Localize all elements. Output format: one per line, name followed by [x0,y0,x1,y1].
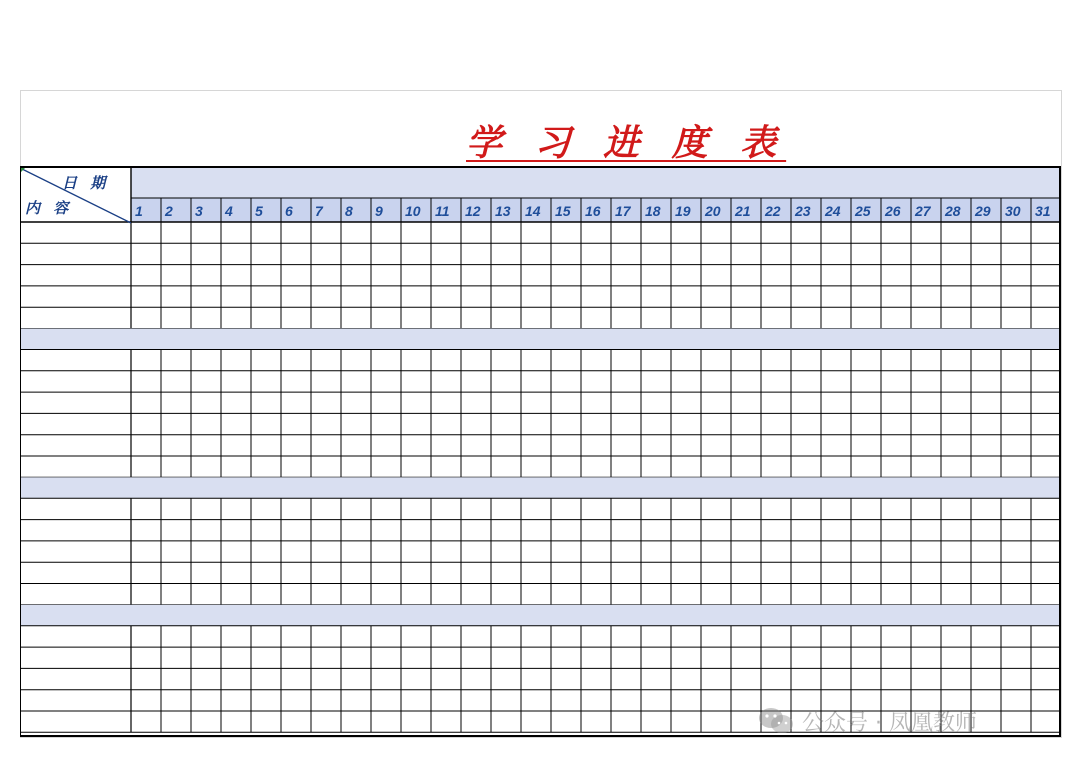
cell-corner-marker [20,167,26,173]
day-label-31: 31 [1035,203,1051,219]
day-label-5: 5 [255,203,263,219]
day-label-13: 13 [495,203,511,219]
day-label-27: 27 [915,203,931,219]
watermark [758,704,977,738]
day-label-16: 16 [585,203,601,219]
day-label-25: 25 [855,203,871,219]
page-title: 学 习 进 度 表 [466,122,787,164]
header-band [131,166,1061,198]
section-band [20,329,1061,350]
header-date-label: 日 期 [62,174,110,192]
day-label-26: 26 [885,203,901,219]
day-label-10: 10 [405,203,421,219]
day-label-30: 30 [1005,203,1021,219]
day-label-18: 18 [645,203,661,219]
wechat-icon [758,706,794,736]
day-label-3: 3 [195,203,203,219]
day-label-7: 7 [315,203,323,219]
day-label-6: 6 [285,203,293,219]
day-label-19: 19 [675,203,691,219]
day-label-14: 14 [525,203,541,219]
watermark-text: 公众号 · 凤凰教师 [802,710,977,736]
day-label-4: 4 [225,203,233,219]
day-label-9: 9 [375,203,383,219]
day-label-8: 8 [345,203,353,219]
day-label-15: 15 [555,203,571,219]
day-label-1: 1 [135,203,143,219]
day-label-29: 29 [975,203,991,219]
section-band [20,605,1061,626]
day-label-2: 2 [165,203,173,219]
header-content-label: 内 容 [25,199,73,217]
day-label-22: 22 [765,203,781,219]
day-label-11: 11 [435,203,450,219]
section-band [20,477,1061,498]
day-label-23: 23 [795,203,811,219]
day-label-17: 17 [615,203,631,219]
day-label-21: 21 [735,203,751,219]
day-label-24: 24 [825,203,841,219]
day-label-28: 28 [945,203,961,219]
day-label-12: 12 [465,203,481,219]
progress-table [20,166,1061,737]
day-label-20: 20 [705,203,721,219]
